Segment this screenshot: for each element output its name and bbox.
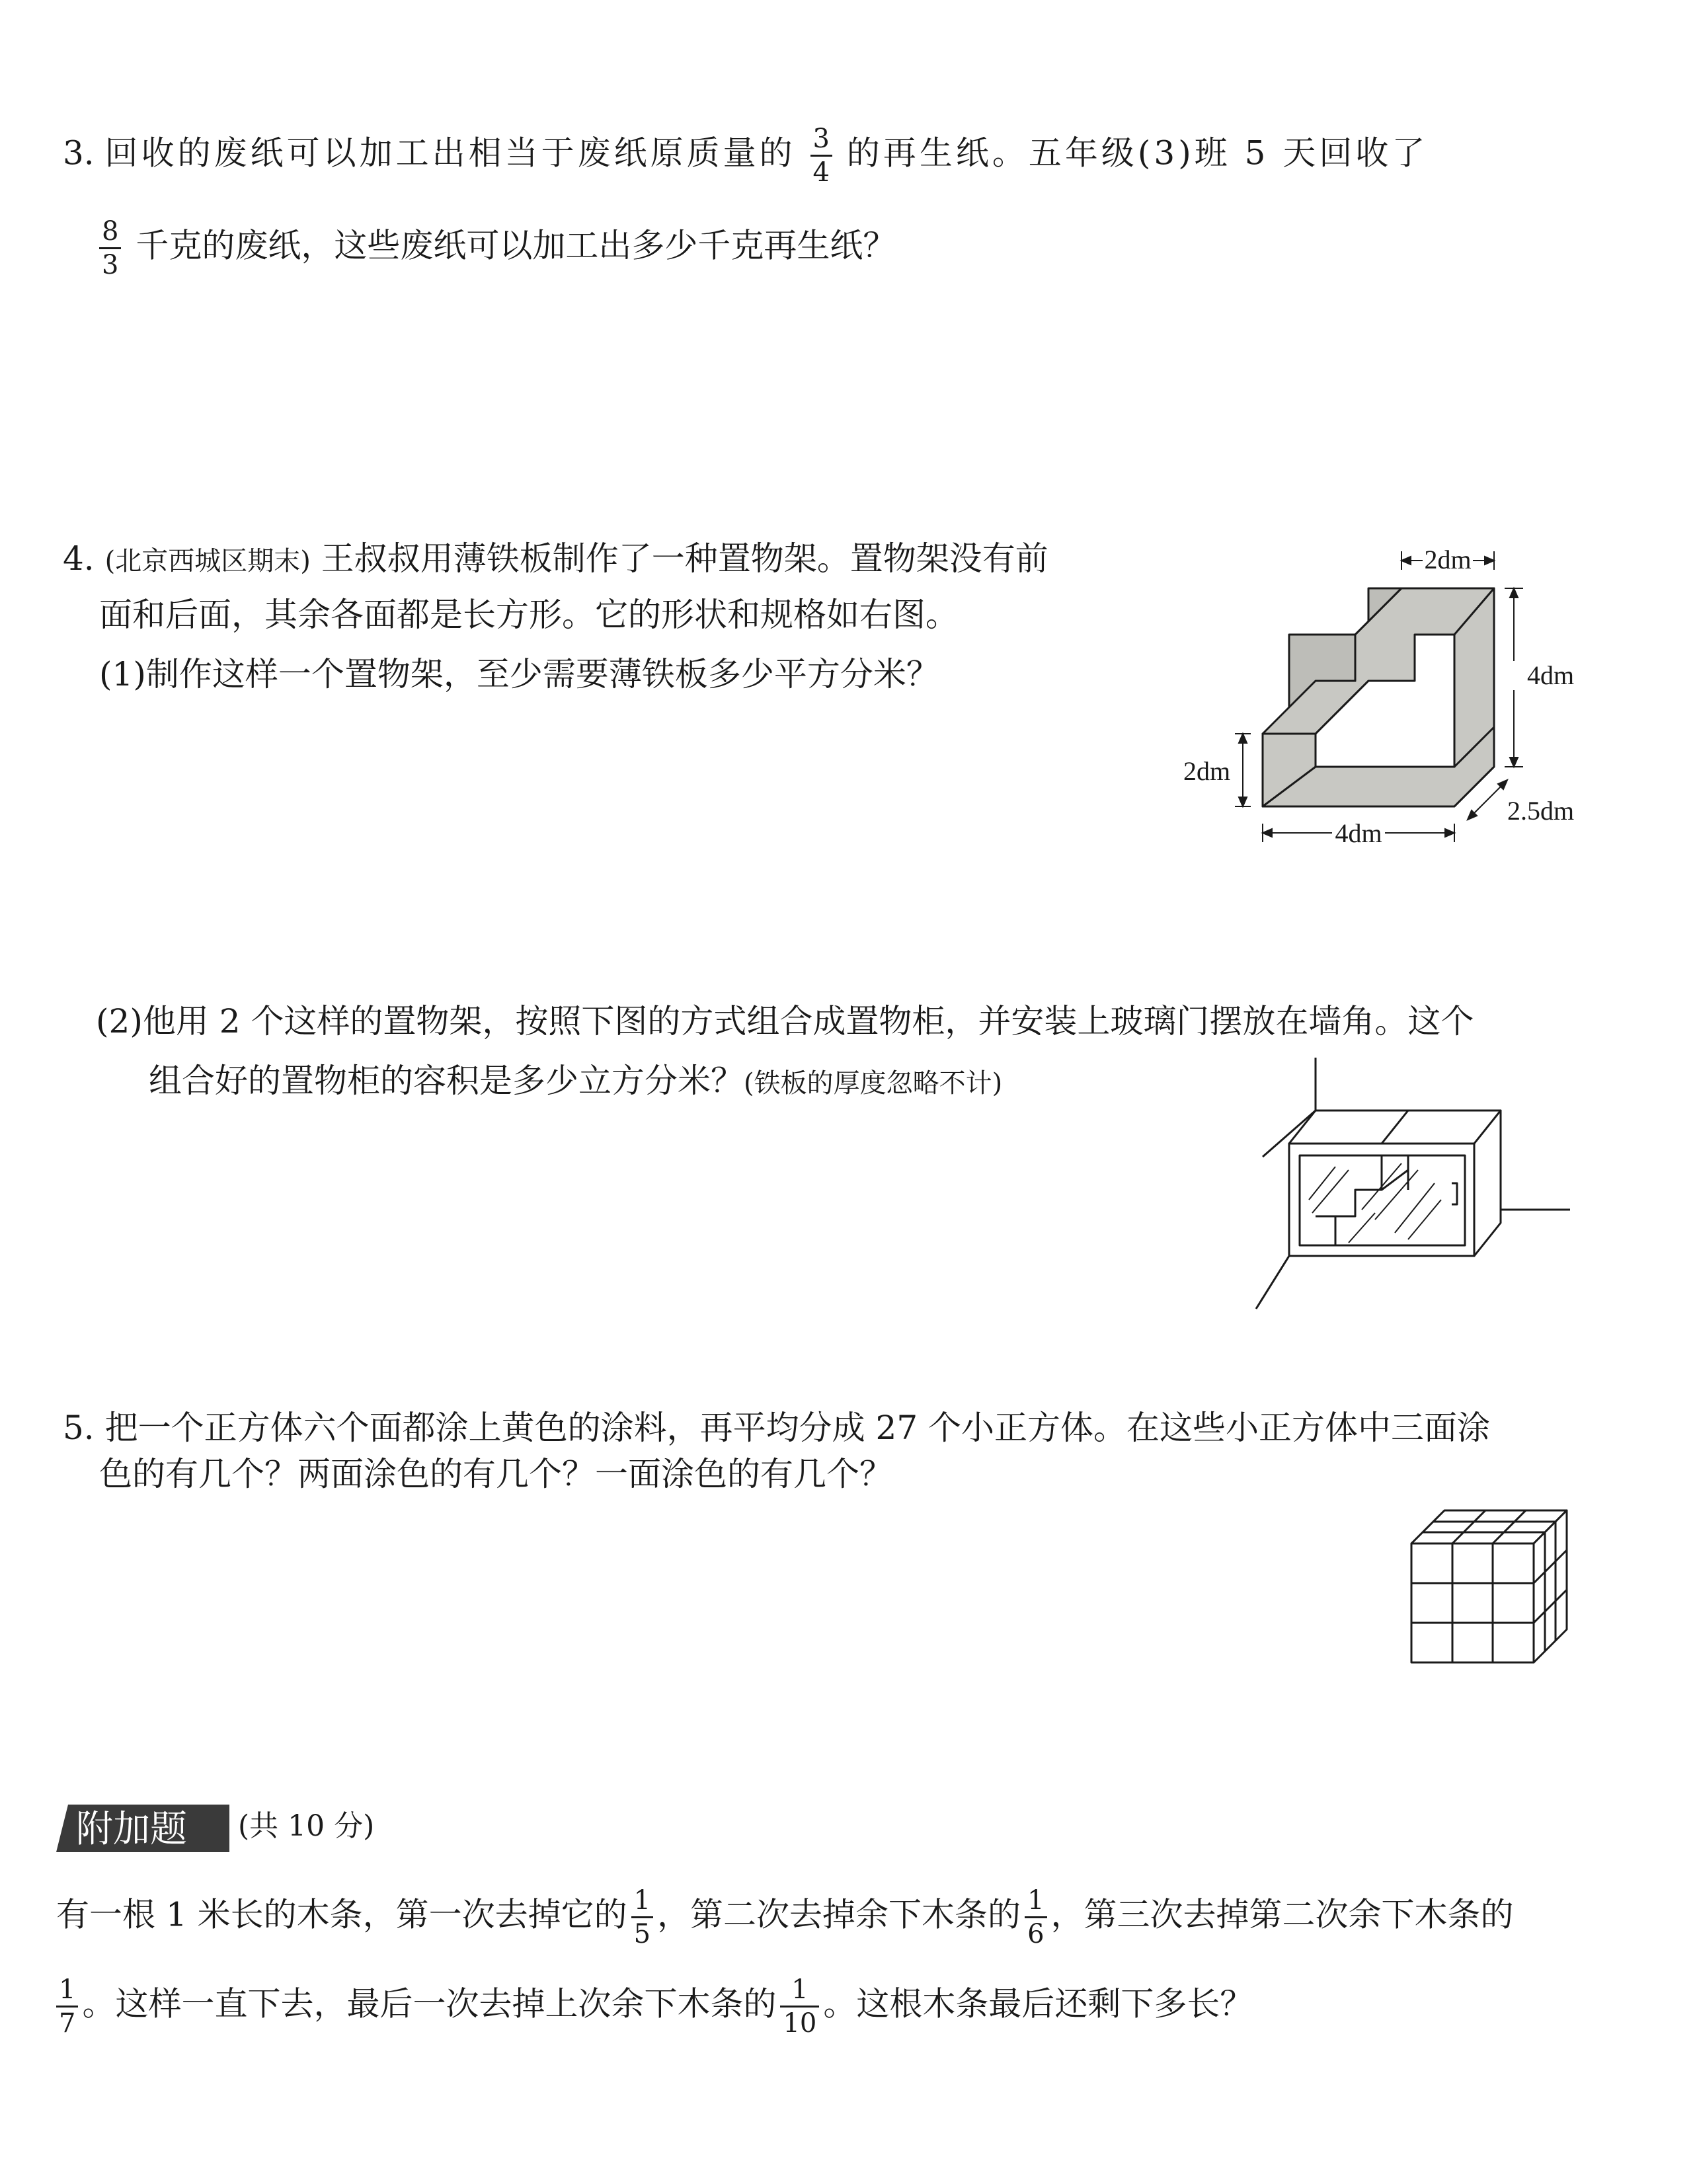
bonus-text-e: 。这根木条最后还剩下多长？ (823, 1984, 1253, 2023)
dim-right-label: 4dm (1527, 660, 1575, 690)
dim-bottom-label: 4dm (1335, 818, 1382, 848)
q5-number: 5. (63, 1409, 95, 1447)
bonus-fraction-1-6: $\frac{1}{6}$ (1025, 1887, 1046, 1947)
bonus-fraction-1-10: $\frac{1}{10}$ (780, 1976, 819, 2037)
q3-text-c: 千克的废纸，这些废纸可以加工出多少千克再生纸？ (136, 226, 896, 265)
q3-text-a: 回收的废纸可以加工出相当于废纸原质量的 (104, 134, 796, 173)
q3-fraction-three-quarters: $\frac{3}{4}$ (810, 126, 832, 186)
q4-number: 4. (63, 539, 95, 578)
q4-text-1: 王叔叔用薄铁板制作了一种置物架。置物架没有前 (321, 539, 1048, 578)
q3-fraction-eight-thirds: $\frac{8}{3}$ (99, 218, 121, 278)
q5-line2: 色的有几个？两面涂色的有几个？一面涂色的有几个？ (99, 1455, 892, 1493)
bonus-line1 (56, 1887, 1514, 1947)
q4-sub2-text: 组合好的置物柜的容积是多少立方分米？ (149, 1062, 744, 1100)
bonus-text-d: 。这样一直下去，最后一次去掉上次余下木条的 (82, 1984, 777, 2023)
bonus-fraction-1-5: $\frac{1}{5}$ (631, 1887, 653, 1947)
q5-line1 (63, 1405, 1490, 1451)
bonus-badge (56, 1798, 241, 1864)
cube-diagram (1405, 1504, 1577, 1669)
q3-line2 (99, 218, 896, 278)
q4-sub1: (1)制作这样一个置物架，至少需要薄铁板多少平方分米？ (99, 655, 939, 693)
q4-sub2-line1: (2)他用 2 个这样的置物架，按照下图的方式组合成置物柜，并安装上玻璃门摆放在墙角。这个 (96, 1002, 1474, 1040)
dim-depth-label: 2.5dm (1507, 796, 1575, 826)
bonus-text-b: ，第二次去掉余下木条的 (657, 1895, 1021, 1934)
dim-left-label: 2dm (1183, 756, 1231, 786)
cabinet-diagram (1243, 1058, 1580, 1315)
bonus-score: (共 10 分) (238, 1809, 375, 1843)
q3-number: 3. (63, 134, 95, 173)
q3-line1 (63, 126, 1428, 186)
bonus-badge-text: 附加题 (76, 1808, 187, 1851)
q4-sub2-note: (铁板的厚度忽略不计) (744, 1068, 1003, 1099)
bonus-text-a: 有一根 1 米长的木条，第一次去掉它的 (56, 1895, 627, 1934)
q4-line1 (63, 535, 1048, 584)
q4-line2: 面和后面，其余各面都是长方形。它的形状和规格如右图。 (99, 596, 959, 634)
shelf-diagram (1183, 542, 1593, 873)
q4-source: (北京西城区期末) (104, 546, 311, 576)
q4-sub2-line2 (149, 1058, 1002, 1107)
bonus-line2 (56, 1976, 1253, 2037)
bonus-fraction-1-7: $\frac{1}{7}$ (56, 1976, 78, 2037)
bonus-text-c: ，第三次去掉第二次余下木条的 (1050, 1895, 1514, 1934)
dim-top-label: 2dm (1424, 545, 1472, 574)
q5-text-1: 把一个正方体六个面都涂上黄色的涂料，再平均分成 27 个小正方体。在这些小正方体中三面涂 (104, 1409, 1491, 1447)
q3-text-b: 的再生纸。五年级(3)班 5 天回收了 (846, 134, 1429, 173)
